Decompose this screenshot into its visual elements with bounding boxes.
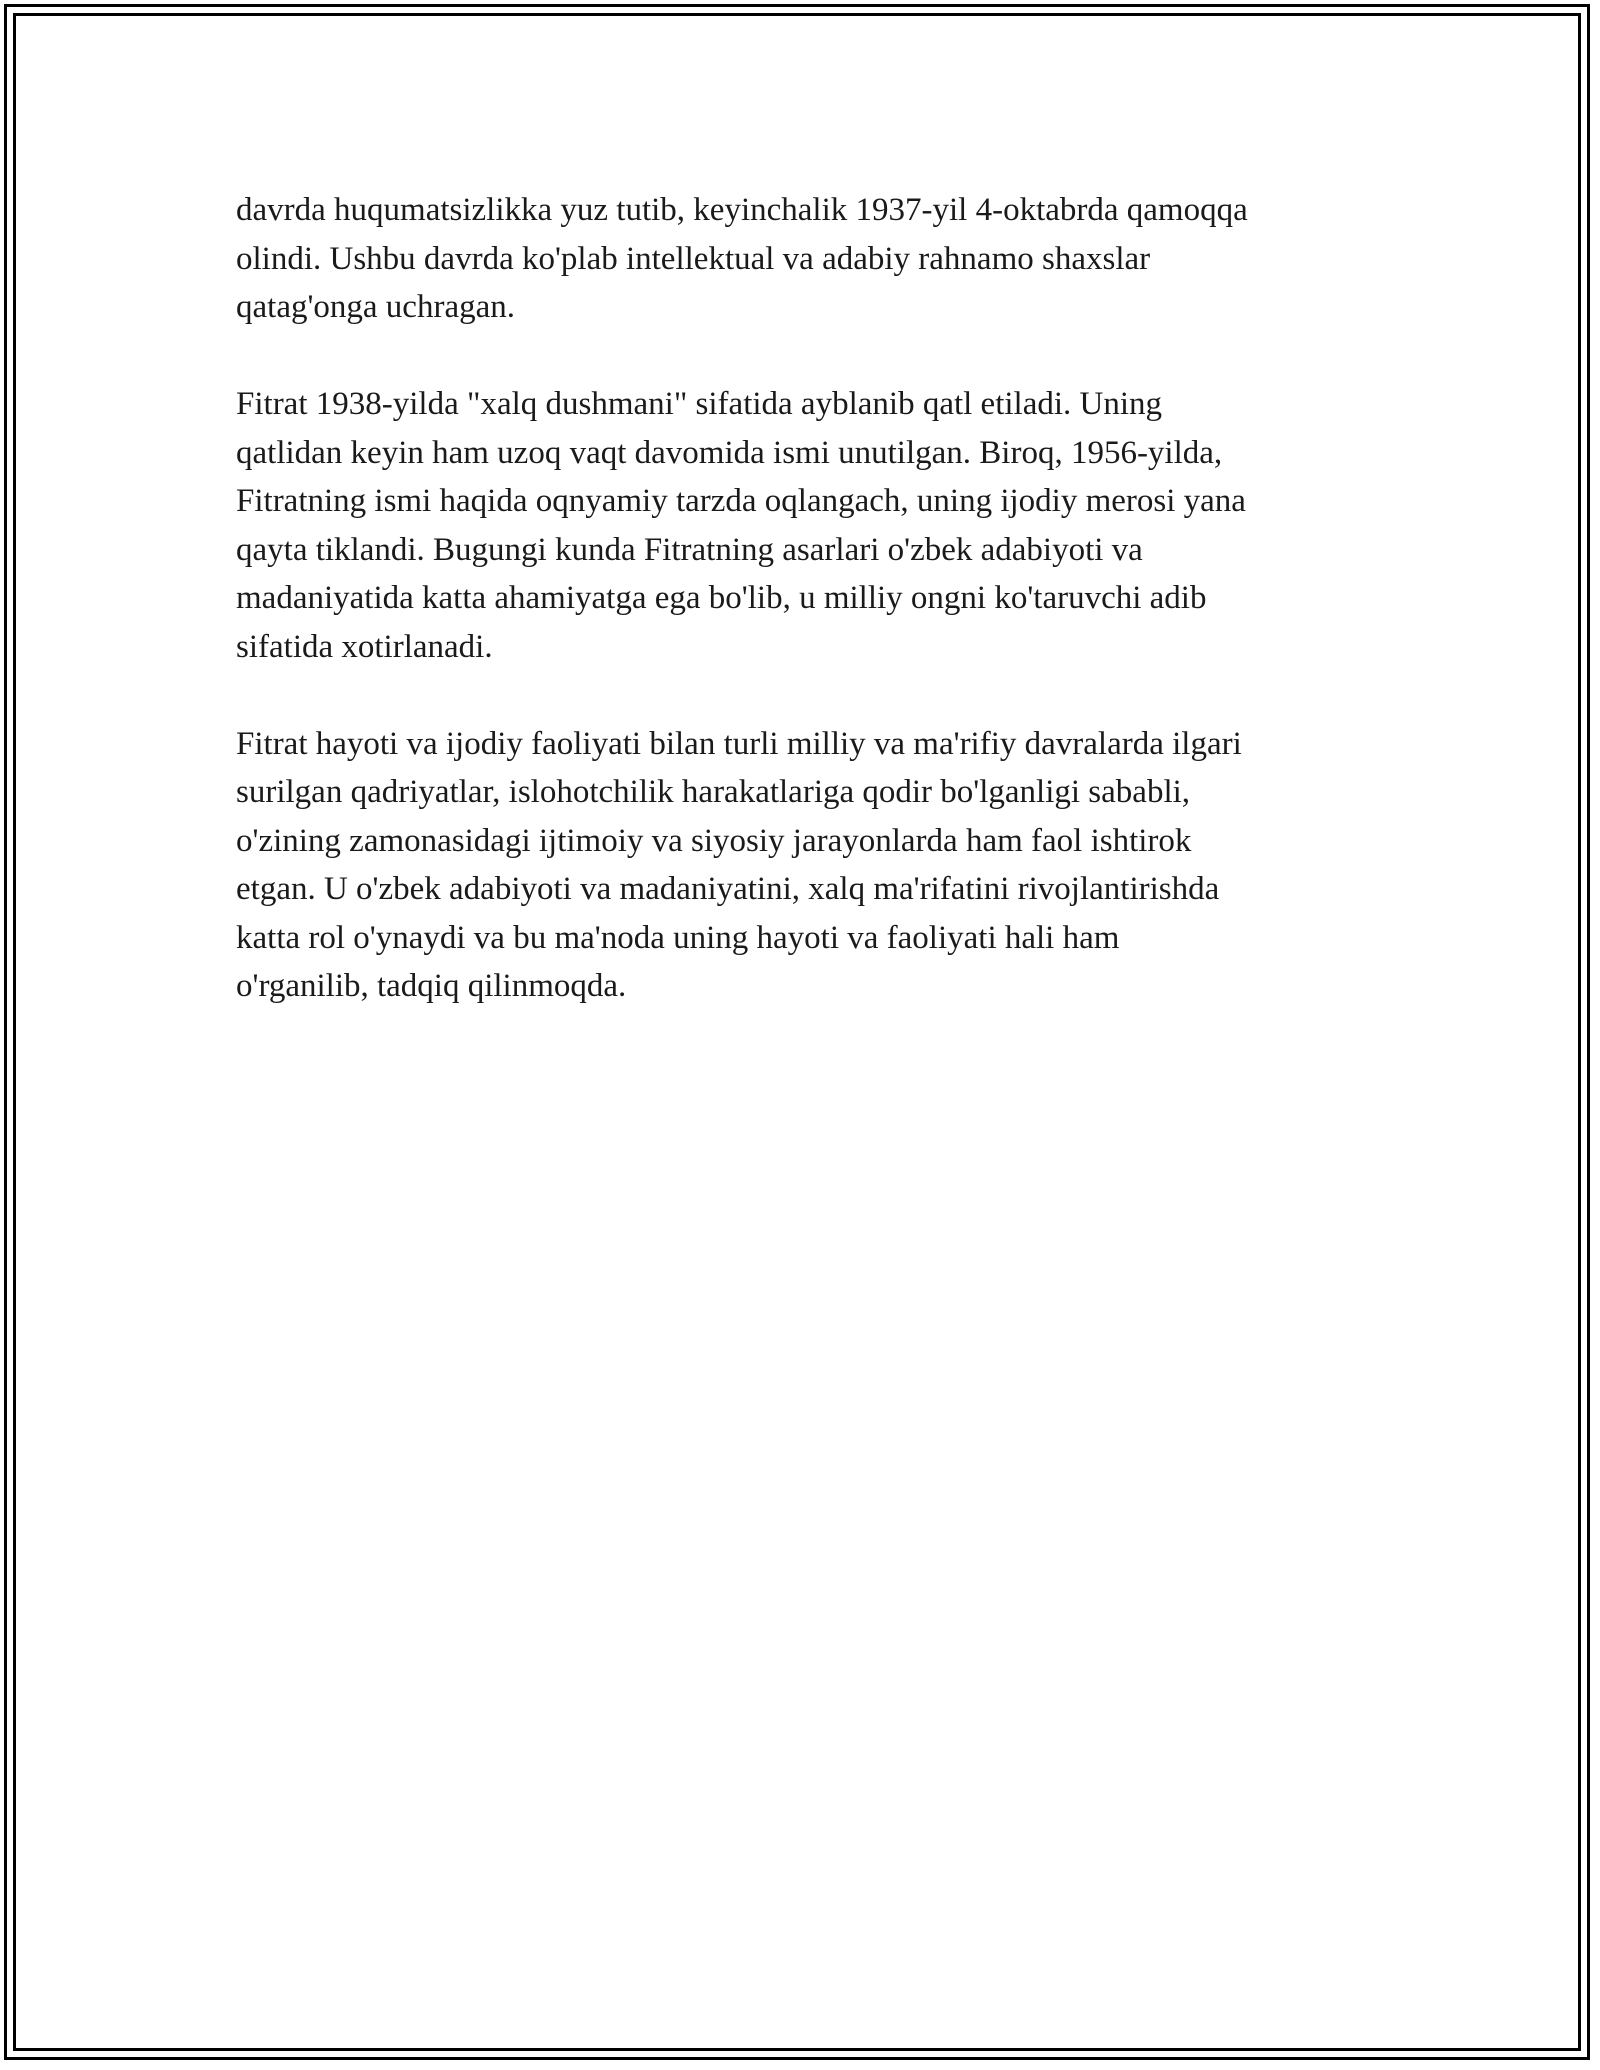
text-line: Fitratning ismi haqida oqnyamiy tarzda oqlangach, uning ijodiy merosi yana xyxy=(236,483,1246,519)
paragraph-3 xyxy=(236,720,1386,1011)
text-line: Fitrat 1938-yilda "xalq dushmani" sifatida ayblanib qatl etiladi. Uning xyxy=(236,386,1163,422)
text-line: Fitrat hayoti va ijodiy faoliyati bilan turli milliy va ma'rifiy davralarda ilgari xyxy=(236,725,1242,762)
paragraph-1 xyxy=(236,186,1386,332)
text-line: sifatida xotirlanadi. xyxy=(236,628,493,665)
text-line: katta rol o'ynaydi va bu ma'noda uning hayoti va faoliyati hali ham xyxy=(236,919,1120,956)
text-line: olindi. Ushbu davrda ko'plab intellektual va adabiy rahnamo shaxslar xyxy=(236,240,1151,277)
text-line: qayta tiklandi. Bugungi kunda Fitratning asarlari o'zbek adabiyoti va xyxy=(236,531,1143,568)
paragraph-2 xyxy=(236,380,1386,671)
text-line: surilgan qadriyatlar, islohotchilik harakatlariga qodir bo'lganligi sababli, xyxy=(236,774,1191,810)
text-line: o'zining zamonasidagi ijtimoiy va siyosiy jarayonlarda ham faol ishtirok xyxy=(236,822,1192,859)
text-line: davrda huqumatsizlikka yuz tutib, keyinchalik 1937-yil 4-oktabrda qamoqqa xyxy=(236,192,1248,228)
text-line: o'rganilib, tadqiq qilinmoqda. xyxy=(236,968,627,1004)
text-line: madaniyatida katta ahamiyatga ega bo'lib, u milliy ongni ko'taruvchi adib xyxy=(236,580,1207,616)
text-line: etgan. U o'zbek adabiyoti va madaniyatini, xalq ma'rifatini rivojlantirishda xyxy=(236,871,1220,907)
text-line: qatag'onga uchragan. xyxy=(236,289,515,325)
document-body xyxy=(236,186,1386,1059)
text-line: qatlidan keyin ham uzoq vaqt davomida ismi unutilgan. Biroq, 1956-yilda, xyxy=(236,434,1223,471)
